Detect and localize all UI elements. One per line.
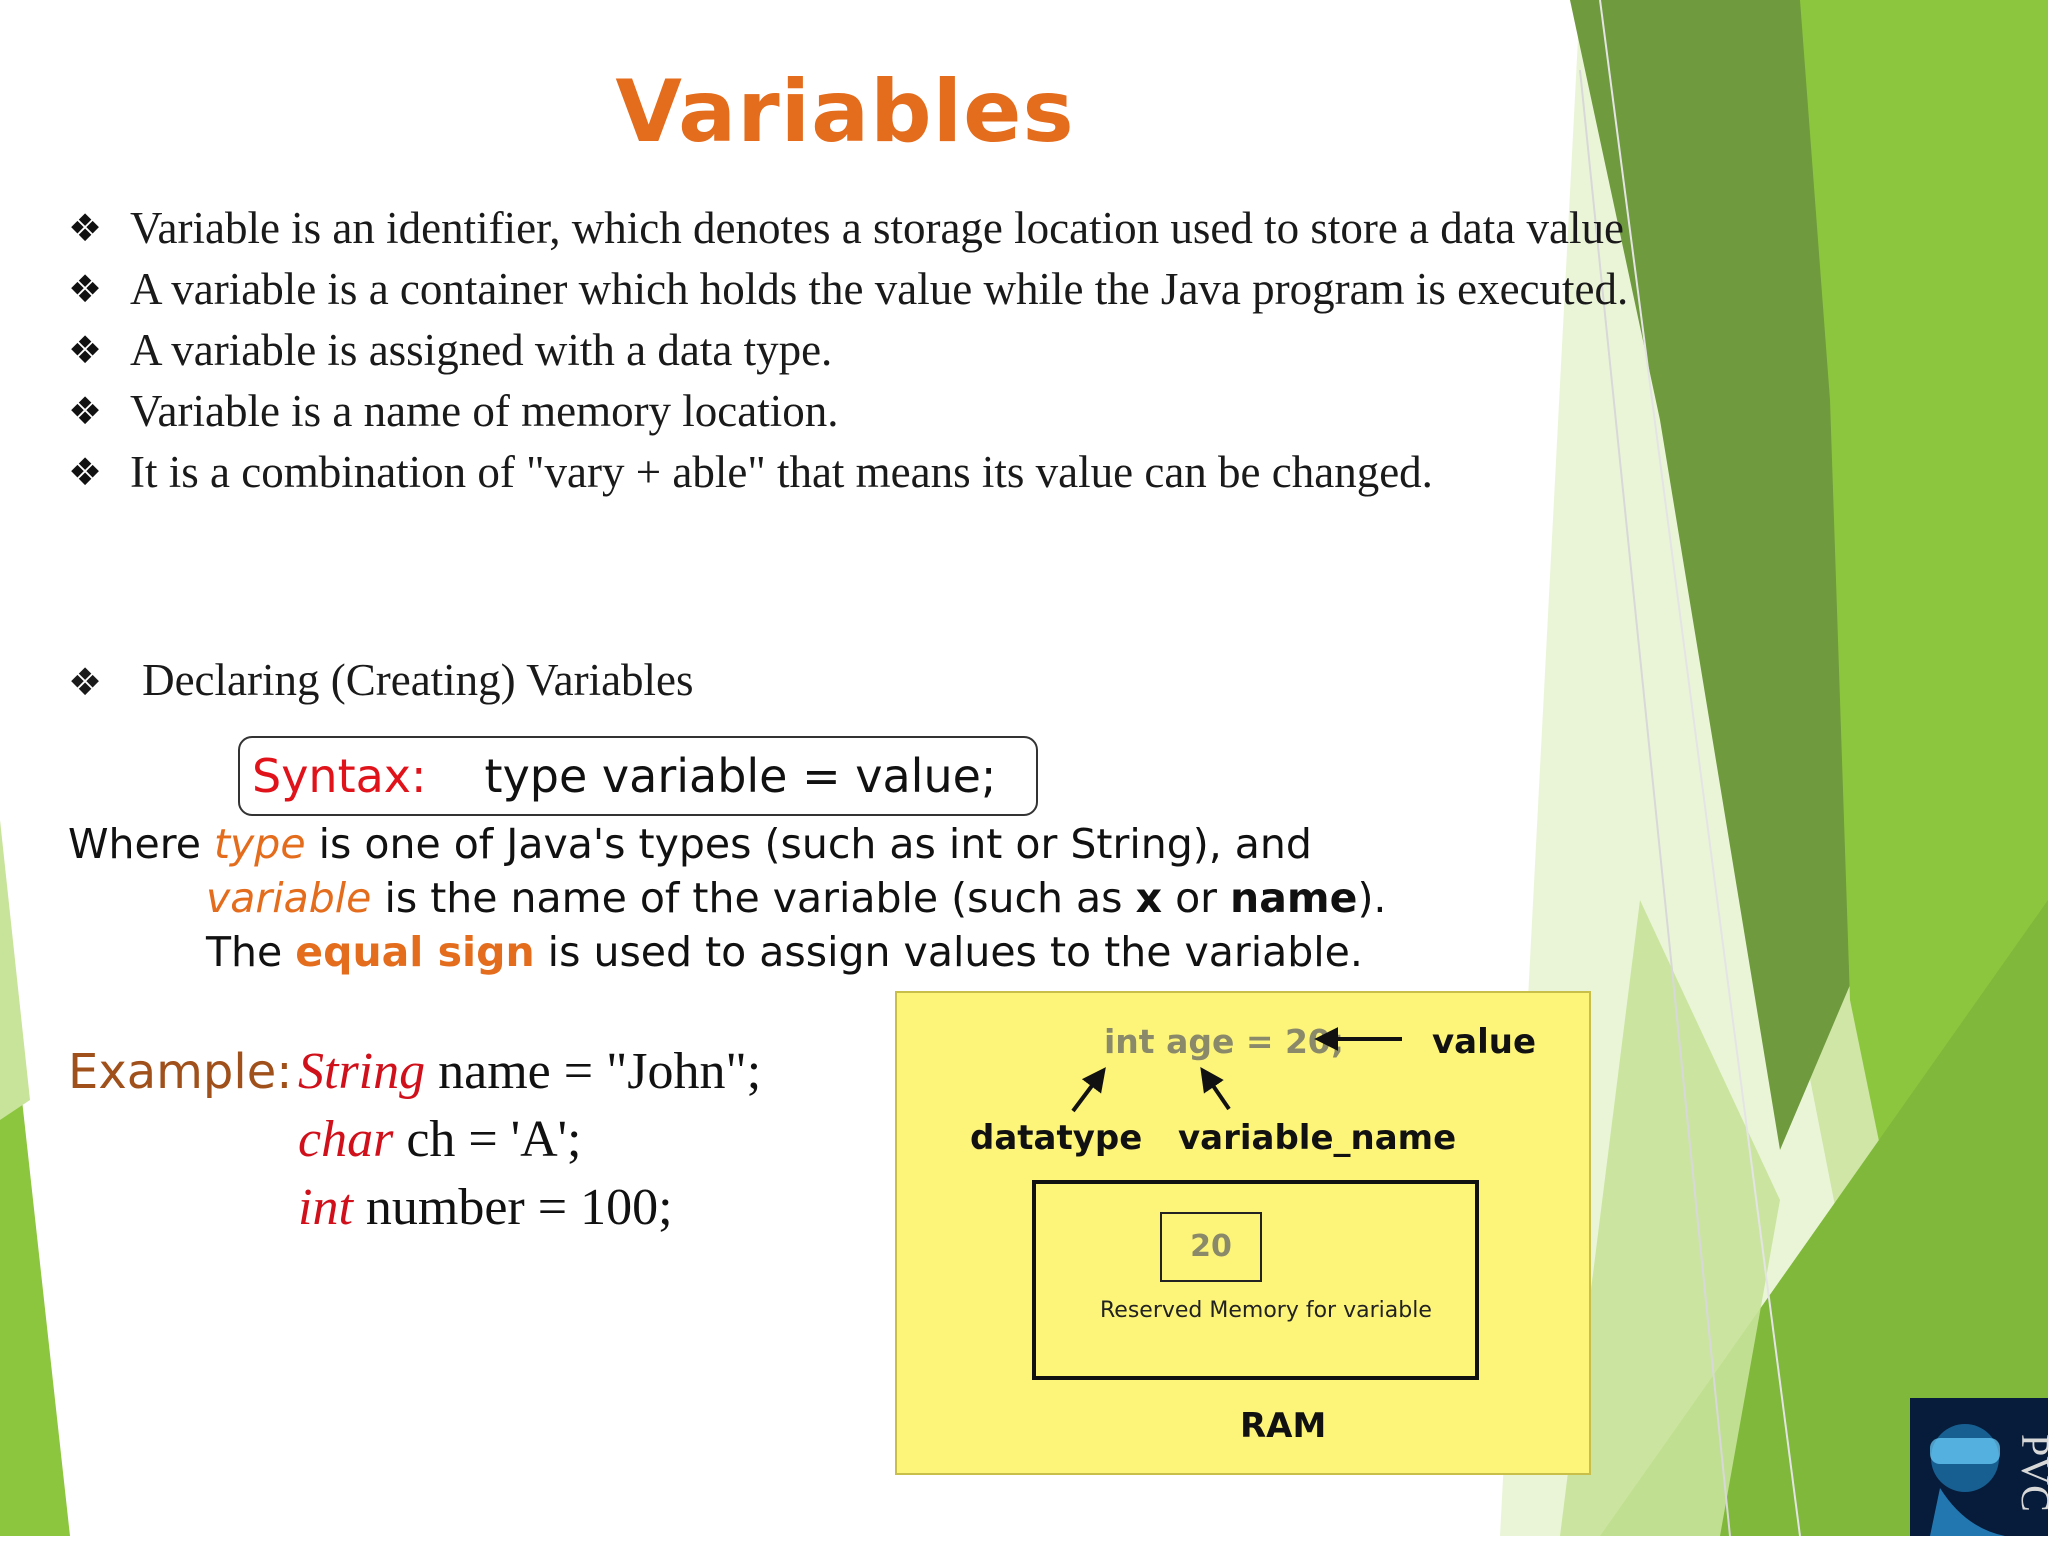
bullet-list <box>68 198 1688 503</box>
reserved-memory-label: Reserved Memory for variable <box>1100 1298 1432 1323</box>
example-line <box>298 1110 581 1169</box>
where-line-3 <box>206 928 1363 976</box>
example-line <box>298 1178 673 1237</box>
where-text: ). <box>1357 874 1387 922</box>
left-green-sliver-pale <box>0 820 30 1120</box>
where-line-2 <box>206 874 1386 922</box>
diamond-bullet-icon: ❖ <box>68 206 103 250</box>
example-keyword: int <box>298 1179 353 1236</box>
example-keyword: char <box>298 1111 394 1168</box>
name-term: name <box>1230 874 1358 922</box>
variable-name-label: variable_name <box>1178 1118 1457 1158</box>
diamond-bullet-icon: ❖ <box>68 328 103 372</box>
bullet-item <box>68 320 1688 381</box>
example-line <box>298 1042 761 1101</box>
bullet-item <box>68 442 1688 503</box>
example-rest: name = "John"; <box>425 1043 762 1100</box>
type-term: type <box>213 820 306 868</box>
datatype-arrow <box>1073 1071 1103 1111</box>
where-line-1 <box>68 820 1312 868</box>
where-text: Where <box>68 820 214 868</box>
equal-sign-term: equal sign <box>295 928 535 976</box>
logo-letters: PVC <box>2013 1434 2058 1512</box>
bullet-text: Variable is an identifier, which denotes a storage location used to store a data value <box>130 203 1624 253</box>
diamond-bullet-icon: ❖ <box>68 660 103 704</box>
where-text: The <box>206 928 296 976</box>
bullet-item <box>68 198 1688 259</box>
diamond-bullet-icon: ❖ <box>68 267 103 311</box>
datatype-label: datatype <box>970 1118 1143 1158</box>
bullet-text: It is a combination of "vary + able" that means its value can be changed. <box>130 447 1433 497</box>
where-text: is one of Java's types (such as int or String), and <box>305 820 1312 868</box>
declaring-text: Declaring (Creating) Variables <box>142 655 694 705</box>
ram-label: RAM <box>1240 1406 1327 1446</box>
example-keyword: String <box>298 1043 426 1100</box>
brand-logo <box>1910 1398 2058 1536</box>
memory-cell-value: 20 <box>1190 1229 1232 1264</box>
syntax-code: type variable = value; <box>484 749 997 803</box>
x-term: x <box>1135 874 1163 922</box>
bullet-text: A variable is assigned with a data type. <box>130 325 833 375</box>
example-label: Example: <box>68 1044 293 1100</box>
memory-cell <box>1160 1212 1262 1282</box>
declaring-heading <box>68 654 694 706</box>
diamond-bullet-icon: ❖ <box>68 450 103 494</box>
bullet-item <box>68 381 1688 442</box>
variable-name-arrow <box>1203 1071 1229 1109</box>
example-rest: number = 100; <box>352 1179 673 1236</box>
variable-term: variable <box>206 874 372 922</box>
bullet-text: Variable is a name of memory location. <box>130 386 839 436</box>
bullet-item <box>68 259 1688 320</box>
value-label: value <box>1432 1022 1537 1062</box>
where-text: is used to assign values to the variable. <box>534 928 1363 976</box>
slide-title: Variables <box>615 62 1075 162</box>
where-text: is the name of the variable (such as <box>371 874 1136 922</box>
diamond-bullet-icon: ❖ <box>68 389 103 433</box>
example-rest: ch = 'A'; <box>393 1111 582 1168</box>
syntax-label: Syntax: <box>252 749 427 803</box>
syntax-box <box>238 736 1038 816</box>
where-text: or <box>1162 874 1231 922</box>
diagram-code: int age = 20; <box>1104 1022 1345 1061</box>
bullet-text: A variable is a container which holds the value while the Java program is executed. <box>130 264 1629 314</box>
